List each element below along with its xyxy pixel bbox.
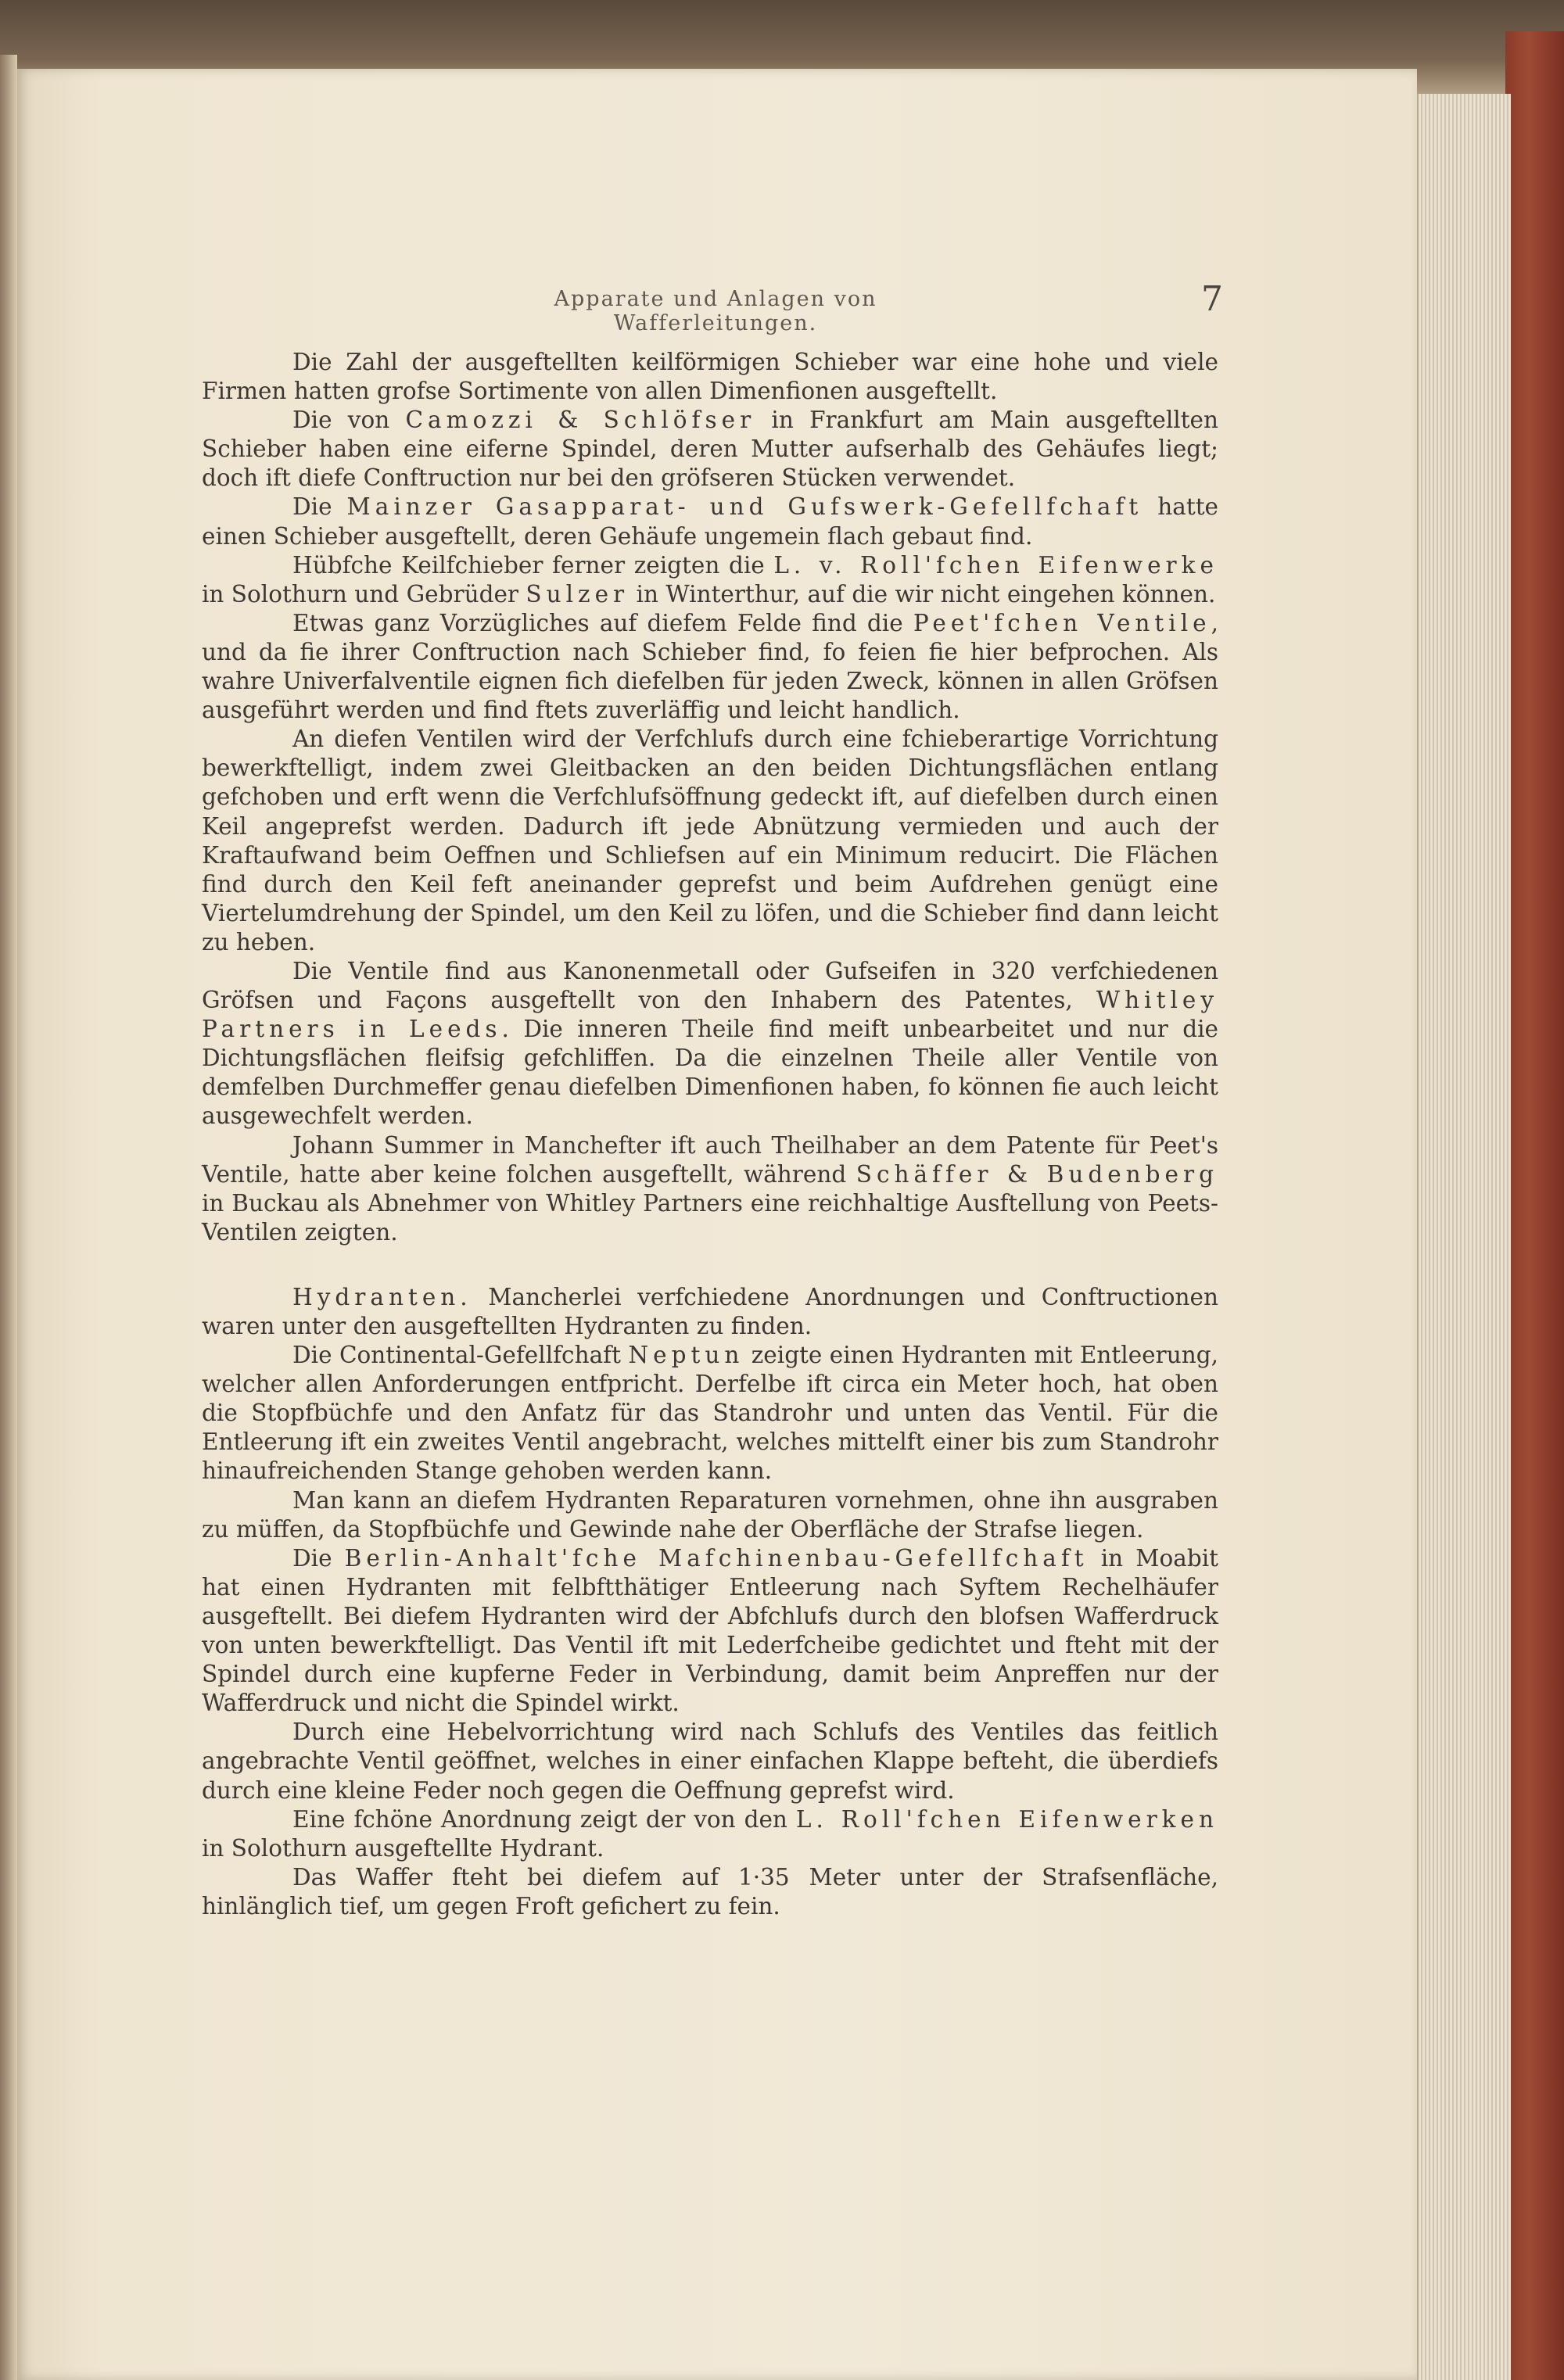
paragraph-text: Das Waffer fteht bei diefem auf 1·35 Meter unter der Strafsenfläche, hinlänglich tief, um gegen Froft gefichert zu fein. [202,1863,1218,1919]
paragraph-text: Die Continental-Gefellfchaft [292,1342,629,1369]
paragraph-text: in Solothurn und Gebrüder [202,580,526,608]
paragraph [202,348,1218,406]
paragraph-text: Mancherlei verfchiedene Anordnungen und Conftructionen waren unter den ausgeftellten Hydranten zu finden. [202,1283,1218,1339]
paragraph-text: Etwas ganz Vorzügliches auf diefem Felde find die [292,609,913,636]
firm-name: Whitley Partners in Leeds [202,987,1218,1043]
page-number: 7 [1201,279,1223,319]
section-heading: Hydranten. [292,1283,472,1310]
paragraph [202,1486,1218,1544]
paragraph [202,1805,1218,1863]
paragraph-text: in Buckau als Abnehmer von Whitley Partners eine reichhaltige Ausftellung von Peets-Ventilen zeigten. [202,1189,1218,1246]
paragraph-text: hatte einen Schieber ausgeftellt, deren Gehäufe ungemein flach gebaut find. [202,493,1219,550]
paragraph-text: Durch eine Hebelvorrichtung wird nach Schlufs des Ventiles das feitlich angebrachte Ventil geöffnet, welches in einer einfachen Klappe befteht, die überdiefs durch eine kleine Feder noch gegen die Oeffnung geprefst wird. [202,1719,1218,1804]
paragraph [202,551,1218,609]
left-page-edge [0,55,17,2380]
paragraph-text: Die [292,493,347,521]
paragraph-text: in Frankfurt am Main ausgeftellten Schieber haben eine eiferne Spindel, deren Mutter aufserhalb des Gehäufes liegt; doch ift diefe Conftruction nur bei den gröfseren Stücken verwendet. [202,407,1218,492]
paragraph-text: Die Ventile find aus Kanonenmetall oder Gufseifen in 320 verfchiedenen Gröfsen und Façons ausgeftellt von den Inhabern des Patentes, [202,957,1218,1014]
paragraph [202,1544,1218,1719]
paragraph-text: , und da fie ihrer Conftruction nach Schieber find, fo feien fie hier befprochen. Als wahre Univerfalventile eignen fich diefelben für jeden Zweck, können in allen Gröfsen ausgeführt werden und find ftets zuverläffig und leicht handlich. [202,609,1218,724]
paragraph [202,1863,1218,1921]
firm-name: L. Roll'fchen Eifenwerken [795,1805,1219,1833]
paragraph [202,1718,1218,1805]
firm-name: Sulzer [526,580,630,608]
paragraph-text: in Winterthur, auf die wir nicht eingehen können. [629,580,1216,608]
paragraph-text: Die [292,1544,345,1572]
firm-name: Camozzi & Schlöfser [405,407,756,434]
paragraph [202,1131,1218,1247]
firm-name: Berlin-Anhalt'fche Mafchinenbau-Gefellfchaft [344,1544,1089,1572]
paragraph-text: zeigte einen Hydranten mit Entleerung, welcher allen Anforderungen entfpricht. Derfelbe ift circa ein Meter hoch, hat oben die Stopfbüchfe und den Anfatz für das Standrohr und unten das Ventil. Für die Entleerung ift ein zweites Ventil angebracht, welches mittelft einer bis zum Standrohr hinaufreichenden Stange gehoben werden kann. [202,1342,1218,1485]
paragraph [202,406,1218,493]
paragraph [202,493,1218,550]
firm-name: Mainzer Gasapparat- und Gufswerk-Gefellfchaft [346,493,1143,521]
paragraph-text: Die von [292,407,406,434]
firm-name: Peet'fchen Ventile [913,609,1211,636]
section-gap [202,1247,1218,1283]
firm-name: Neptun [628,1342,744,1369]
paragraph-text: . Die inneren Theile find meift unbearbeitet und nur die Dichtungsflächen fleifsig gefchliffen. Da die einzelnen Theile aller Ventile von demfelben Durchmeffer genau diefelben Dimenfionen haben, fo können fie auch leicht ausgewechfelt werden. [202,1016,1218,1130]
book-cover-edge [1505,31,1564,2380]
paragraph-text: An diefen Ventilen wird der Verfchlufs durch eine fchieberartige Vorrichtung bewerkftelligt, indem zwei Gleitbacken an den beiden Dichtungsflächen entlang gefchoben und erft wenn die Verfchlufsöffnung gedeckt ift, auf diefelben durch einen Keil angeprefst werden. Dadurch ift jede Abnützung vermieden und auch der Kraftaufwand beim Oeffnen und Schliefsen auf ein Minimum reducirt. Die Flächen find durch den Keil feft aneinander geprefst und beim Aufdrehen genügt eine Viertelumdrehung der Spindel, um den Keil zu löfen, und die Schieber find dann leicht zu heben. [202,726,1218,955]
paragraph [202,609,1218,725]
paragraph-text: Die Zahl der ausgeftellten keilförmigen Schieber war eine hohe und viele Firmen hatten grofse Sortimente von allen Dimenfionen ausgeftellt. [202,349,1218,405]
paragraph-text: Eine fchöne Anordnung zeigt der von den [292,1805,796,1833]
paragraph [202,957,1218,1131]
body-text [202,348,1218,1921]
paragraph-text: Man kann an diefem Hydranten Reparaturen vornehmen, ohne ihn ausgraben zu müffen, da Stopfbüchfe und Gewinde nahe der Oberfläche der Strafse liegen. [202,1486,1218,1543]
paragraph-text: Johann Summer in Manchefter ift auch Theilhaber an dem Patente für Peet's Ventile, hatte aber keine folchen ausgeftellt, während [202,1131,1218,1188]
paragraph-text: in Moabit hat einen Hydranten mit felbftthätiger Entleerung nach Syftem Rechelhäufer ausgeftellt. Bei diefem Hydranten wird der Abfchlufs durch den blofsen Wafferdruck von unten bewerkftelligt. Das Ventil ift mit Lederfcheibe gedichtet und fteht mit der Spindel durch eine kupferne Feder in Verbindung, damit beim Anpreffen nur der Wafferdruck und nicht die Spindel wirkt. [202,1544,1218,1717]
page-stack-edge [1417,94,1511,2380]
firm-name: L. v. Roll'fchen Eifenwerke [773,551,1218,579]
running-head: Apparate und Anlagen von Wafferleitungen. [554,287,877,335]
paragraph [202,1341,1218,1486]
paragraph-text: in Solothurn ausgeftellte Hydrant. [202,1834,604,1862]
paragraph-text: Hübfche Keilfchieber ferner zeigten die [292,551,774,579]
paragraph [202,725,1218,957]
firm-name: Schäffer & Budenberg [856,1160,1219,1188]
paragraph [202,1283,1218,1341]
